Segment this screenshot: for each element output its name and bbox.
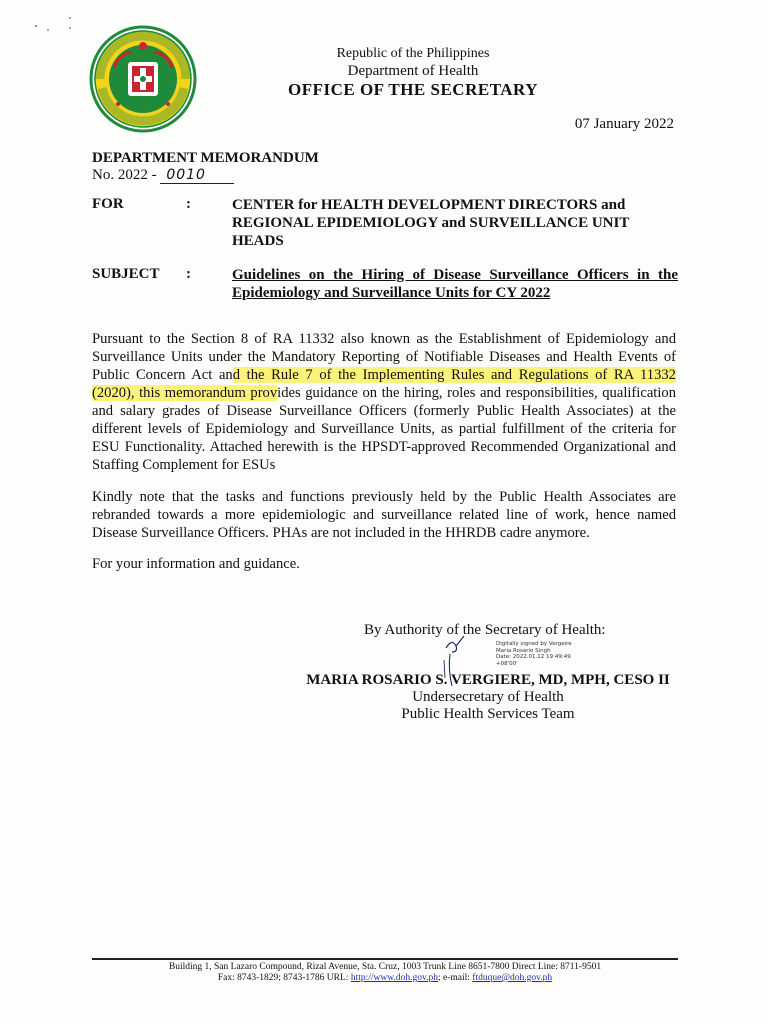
signer-name: MARIA ROSARIO S. VERGIERE, MD, MPH, CESO II <box>306 672 670 688</box>
authority-line: By Authority of the Secretary of Health: <box>364 622 606 638</box>
digital-note-line-1: Digitally signed by Vergeire <box>496 641 572 647</box>
letterhead-office: OFFICE OF THE SECRETARY <box>287 80 539 99</box>
subject-colon: : <box>186 266 191 282</box>
for-colon: : <box>186 196 191 212</box>
memo-number-handwritten: 0010 <box>160 167 234 184</box>
memo-title: DEPARTMENT MEMORANDUM <box>92 150 319 166</box>
p1-highlighted-text: d the Rule 7 of the Implementing Rules and Regulations of RA 11332 (2020), this memorandum prov <box>92 367 676 401</box>
footer-contact <box>92 973 678 983</box>
digital-signature-note <box>496 641 586 667</box>
digital-note-line-3: Date: 2022.01.12 19:49:49 <box>496 654 571 660</box>
for-label: FOR <box>92 196 124 212</box>
footer-address: Building 1, San Lazaro Compound, Rizal Avenue, Sta. Cruz, 1003 Trunk Line 8651-7800 Direct Line: 8711-9501 <box>168 962 602 972</box>
body-paragraph-3: For your information and guidance. <box>92 556 300 572</box>
body-paragraph-1 <box>92 330 676 474</box>
for-recipients: CENTER for HEALTH DEVELOPMENT DIRECTORS and REGIONAL EPIDEMIOLOGY and SURVEILLANCE UNIT HEADS <box>232 197 630 249</box>
footer-fax: Fax: 8743-1829; 8743-1786 URL: <box>217 973 351 983</box>
footer-email-link[interactable]: ftduque@doh.gov.ph <box>472 973 553 983</box>
memo-date: 07 January 2022 <box>574 116 674 132</box>
signer-title: Undersecretary of Health <box>412 689 564 705</box>
body-paragraph-2: Kindly note that the tasks and functions previously held by the Public Health Associates are rebranded towards a more epidemiologic and surveillance related line of work, hence named Disease Surveillance Officers. PHAs are not included in the HHRDB cadre anymore. <box>92 489 676 541</box>
letterhead-department: Department of Health <box>347 63 479 79</box>
letterhead-republic: Republic of the Philippines <box>336 46 490 61</box>
memo-number-prefix: No. 2022 - <box>92 167 161 183</box>
footer-url-link[interactable]: http://www.doh.gov.ph <box>350 973 438 983</box>
subject-label: SUBJECT <box>92 266 160 282</box>
p1-text-before: Pursuant to the Section 8 of RA 11332 also known as the Establishment of Epidemiology and Surveillance Units under the Mandatory Reporting of Notifiable Diseases and Health Events of Public Concern Act an <box>92 331 676 383</box>
memo-number <box>92 167 234 184</box>
scan-specks <box>30 10 90 40</box>
signer-team: Public Health Services Team <box>401 706 575 722</box>
digital-note-line-4: +08'00' <box>496 660 518 667</box>
digital-note-line-2: Maria Rosario Singh <box>496 647 551 654</box>
subject-text: Guidelines on the Hiring of Disease Surveillance Officers in the Epidemiology and Surveillance Units for CY 2022 <box>232 267 678 301</box>
p1-text-after: ides guidance on the hiring, roles and responsibilities, qualification and salary grades of Disease Surveillance Officers (formerly Public Health Associates) at the different levels of Epidemiology and Surveillance Units, as partial fulfillment of the criteria for ESU Functionality. Attached herewith is the HPSDT-approved Recommended Organizational and Staffing Complement for ESUs <box>92 385 676 473</box>
doh-seal-icon <box>88 24 198 134</box>
footer-divider <box>92 958 678 960</box>
footer-email-label: ; e-mail: <box>437 973 473 983</box>
